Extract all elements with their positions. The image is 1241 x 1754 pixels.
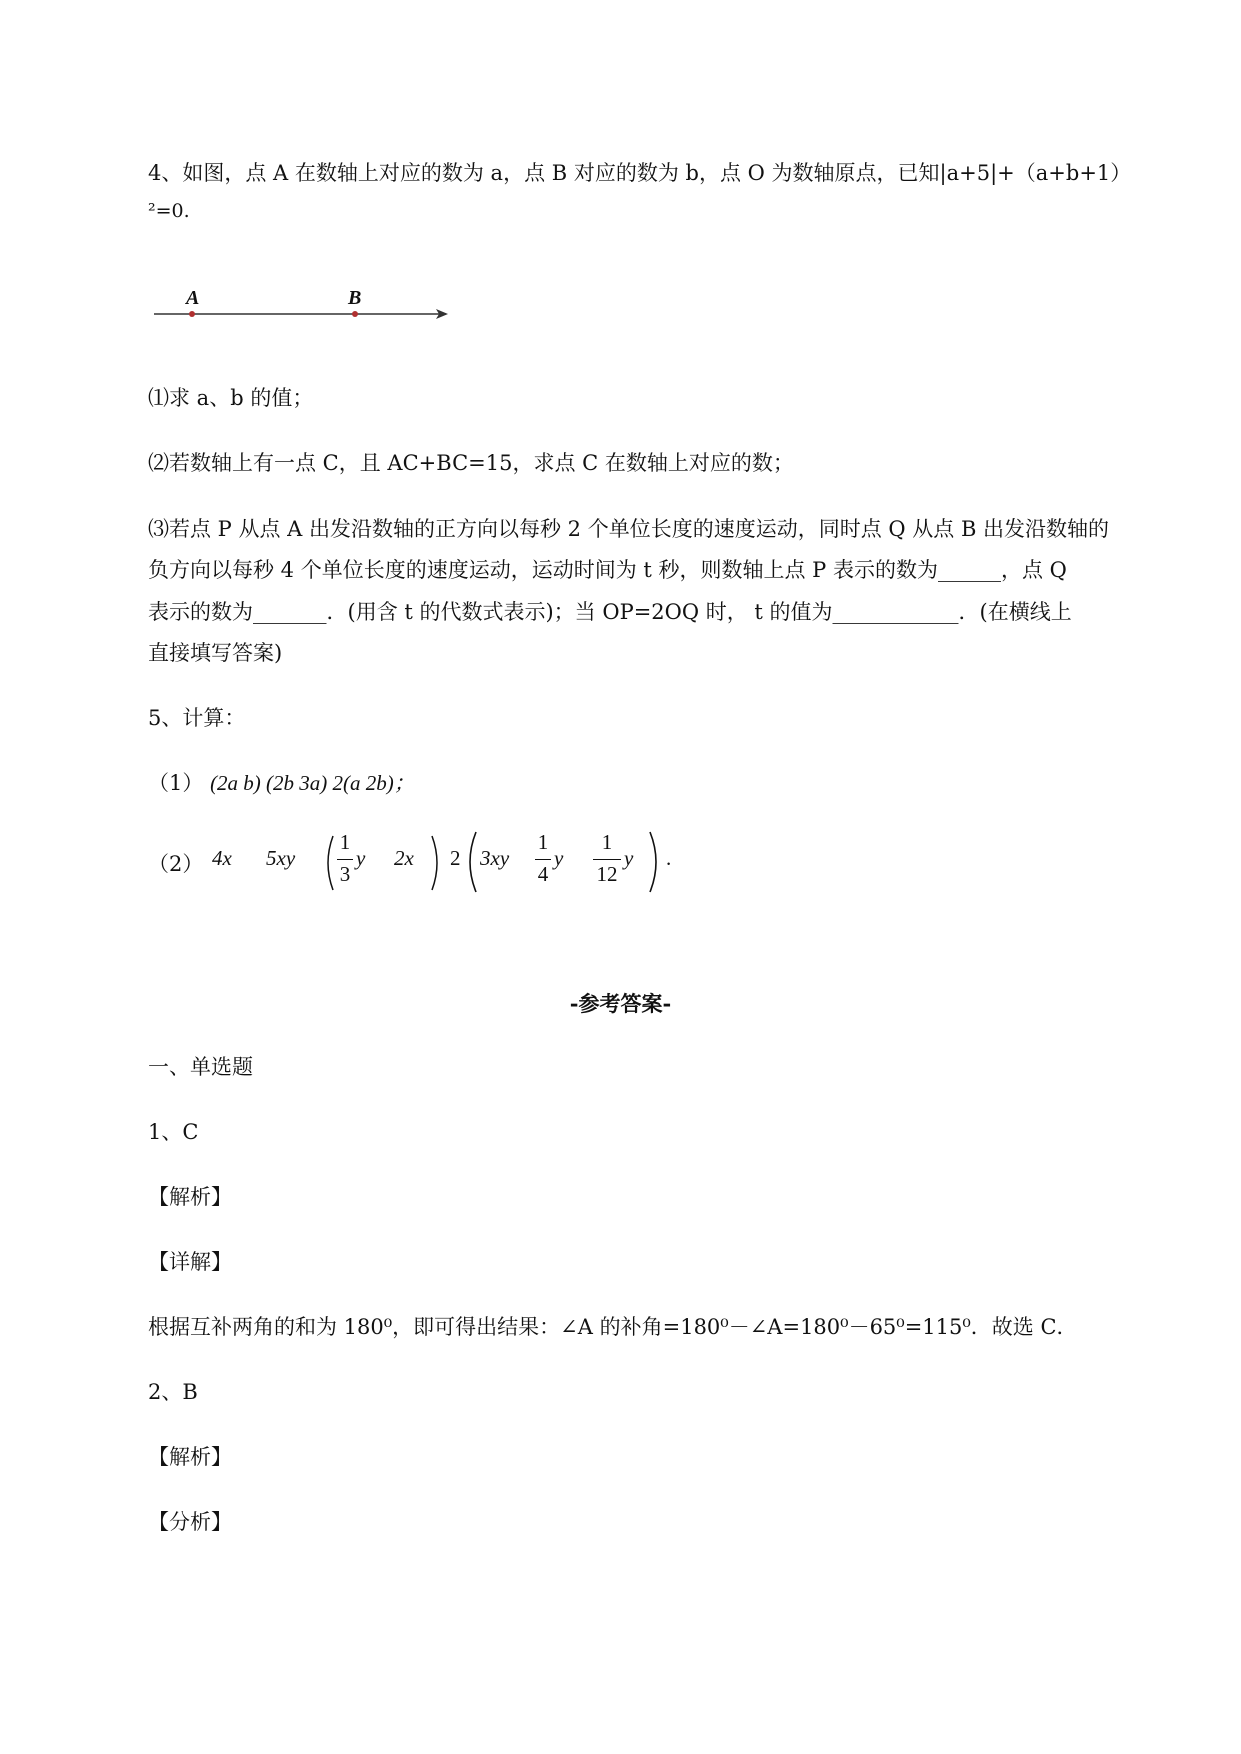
expr2-frac1-num: 1 [339, 830, 351, 854]
q4-part3-line1: ⑶若点 P 从点 A 出发沿数轴的正方向以每秒 2 个单位长度的速度运动，同时点 Q 从点 B 出发沿数轴的 [148, 517, 1110, 541]
q4-part1: ⑴求 a、b 的值； [148, 386, 314, 410]
expr2-right-paren-2 [648, 830, 664, 894]
answer-2-fenxi: 【分析】 [148, 1510, 232, 1534]
expr2-term-y: y [356, 846, 366, 870]
expr2-left-paren-2 [462, 830, 478, 894]
number-line-figure [150, 280, 460, 330]
expr2-frac2-num: 1 [537, 830, 549, 854]
point-a-dot [189, 311, 195, 317]
q5-expr1: (2a b) (2b 3a) 2(a 2b)； [210, 771, 415, 795]
answers-heading: -参考答案- [569, 991, 672, 1016]
answer-2: 2、B [148, 1380, 198, 1404]
q5-expr1-row [148, 768, 415, 798]
expr2-term-2x: 2x [394, 846, 414, 870]
q4-stem-line2: ²=0. [148, 200, 190, 222]
expr2-right-paren-1 [430, 834, 444, 892]
expr2-term-3xy: 3xy [480, 846, 510, 870]
q5-expr2-row [148, 826, 708, 896]
q5-expr2-label: （2） [148, 852, 204, 876]
answer-1-text: 根据互补两角的和为 180⁰，即可得出结果：∠A 的补角=180⁰－∠A=180⁰－65⁰=115⁰．故选 C． [148, 1315, 1078, 1339]
expr2-coef-2: 2 [450, 846, 461, 870]
expr2-frac1-den: 3 [339, 862, 351, 886]
point-a-label: A [186, 287, 200, 309]
point-b-label: B [348, 287, 362, 309]
expr2-term-4x: 4x [212, 846, 232, 870]
expr2-frac2-den: 4 [537, 862, 549, 886]
point-b-dot [352, 311, 358, 317]
q4-part3-line4: 直接填写答案) [148, 641, 283, 665]
answer-1: 1、C [148, 1120, 199, 1144]
expr2-frac3-den: 12 [596, 862, 618, 886]
expr2-term-5xy: 5xy [266, 846, 296, 870]
q4-stem-line1: 4、如图，点 A 在数轴上对应的数为 a，点 B 对应的数为 b，点 O 为数轴原点，已知|a+5|+（a+b+1） [148, 161, 1132, 185]
expr2-frac3-num: 1 [601, 830, 613, 854]
expr2-term-y2: y [554, 846, 564, 870]
answer-2-jiexi: 【解析】 [148, 1445, 232, 1469]
q5-title: 5、计算： [148, 706, 246, 730]
answer-1-jiexi: 【解析】 [148, 1185, 232, 1209]
expr2-left-paren-1 [321, 834, 335, 892]
expr2-term-y3: y [624, 846, 634, 870]
q4-part2: ⑵若数轴上有一点 C，且 AC+BC=15，求点 C 在数轴上对应的数； [148, 451, 794, 475]
answer-1-xiangjie: 【详解】 [148, 1250, 232, 1274]
q4-part3-line3: 表示的数为_______．(用含 t 的代数式表示)；当 OP=2OQ 时， t 的值为____________．(在横线上 [148, 600, 1072, 624]
answers-section-title: 一、单选题 [148, 1055, 253, 1079]
expr2-frac1-bar [337, 859, 353, 860]
q4-part3-line2: 负方向以每秒 4 个单位长度的速度运动，运动时间为 t 秒，则数轴上点 P 表示的数为______，点 Q [148, 558, 1067, 582]
expr2-frac3-bar [593, 859, 621, 860]
q5-expr1-label: （1） [148, 771, 204, 795]
expr2-end: . [666, 846, 672, 870]
expr2-frac2-bar [535, 859, 551, 860]
